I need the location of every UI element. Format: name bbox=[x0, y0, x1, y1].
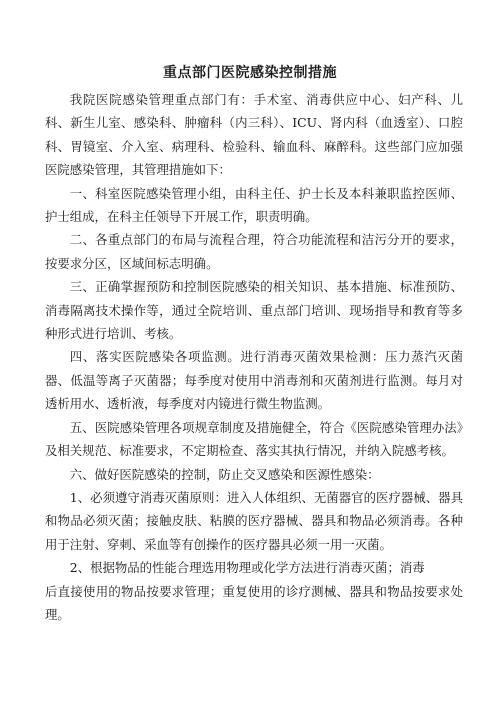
intro-paragraph: 我院医院感染管理重点部门有：手术室、消毒供应中心、妇产科、儿科、新生儿室、感染科、肿瘤科（内三科）、ICU、肾内科（血透室）、口腔科、胃镜室、介入室、病理科、检验科、输血科、麻醉科。这些部门应加强医院感染管理，其管理措施如下： bbox=[45, 92, 463, 178]
item-4-paragraph: 四、落实医院感染各项监测。进行消毒灭菌效果检测：压力蒸汽灭菌器、低温等离子灭菌器；每季度对使用中消毒剂和灭菌剂进行监测。每月对透析用水、透析液，每季度对内镜进行微生物监测。 bbox=[45, 349, 463, 412]
item-1-paragraph: 一、科室医院感染管理小组，由科主任、护士长及本科兼职监控医师、护士组成，在科主任领导下开展工作，职责明确。 bbox=[45, 185, 463, 225]
sub-item-2-paragraph: 2、根据物品的性能合理选用物理或化学方法进行消毒灭菌；消毒 bbox=[69, 560, 425, 576]
sub-item-2-continuation: 后直接使用的物品按要求管理；重复使用的诊疗测械、器具和物品按要求处理。 bbox=[45, 583, 463, 622]
document-title: 重点部门医院感染控制措施 bbox=[163, 65, 337, 81]
item-6-paragraph: 六、做好医院感染的控制，防止交叉感染和医源性感染： bbox=[69, 466, 380, 482]
item-2-paragraph: 二、各重点部门的布局与流程合理，符合功能流程和洁污分开的要求，按要求分区，区域间标志明确。 bbox=[45, 232, 463, 271]
item-3-paragraph: 三、正确掌握预防和控制医院感染的相关知识、基本措施、标准预防、消毒隔离技术操作等，通过全院培训、重点部门培训、现场指导和教育等多种形式进行培训、考核。 bbox=[45, 279, 463, 342]
item-5-paragraph: 五、医院感染管理各项规章制度及措施健全，符合《医院感染管理办法》及相关规范、标准要求，不定期检查、落实其执行情况，并纳入院感考核。 bbox=[45, 419, 463, 459]
document-body bbox=[45, 88, 463, 626]
sub-item-1-paragraph: 1、必须遵守消毒灭菌原则：进入人体组织、无菌器官的医疗器械、器具和物品必须灭菌；接触皮肤、粘膜的医疗器械、器具和物品必须消毒。各种用于注射、穿刺、采血等有创操作的医疗器具必须一用一灭菌。 bbox=[45, 489, 463, 552]
